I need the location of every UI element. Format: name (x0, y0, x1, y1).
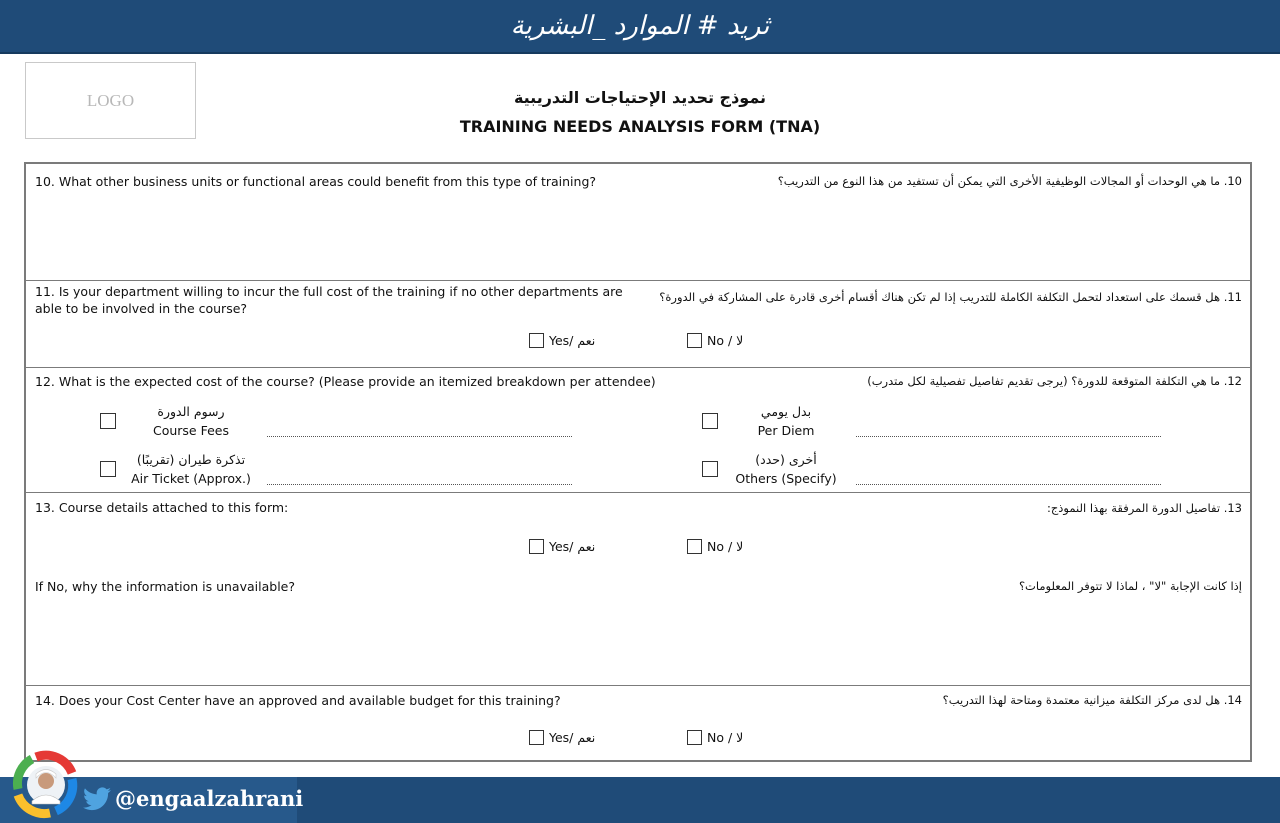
question-13-section (26, 493, 1250, 686)
q10-text-ar: 10. ما هي الوحدات أو المجالات الوظيفية الأخرى التي يمكن أن تستفيد من هذا النوع من التدريب؟ (777, 174, 1242, 188)
air-ticket-amount-line[interactable] (267, 484, 572, 485)
q11-no-box[interactable] (687, 333, 702, 348)
others-amount-line[interactable] (856, 484, 1161, 485)
twitter-handle[interactable] (83, 786, 303, 811)
q14-text-en: 14. Does your Cost Center have an approved and available budget for this training? (35, 693, 561, 708)
q13-no-checkbox[interactable] (687, 539, 743, 554)
q14-text-ar: 14. هل لدى مركز التكلفة ميزانية معتمدة ومتاحة لهذا التدريب؟ (942, 693, 1242, 707)
footer-bar (0, 777, 1280, 823)
others-checkbox[interactable] (702, 461, 718, 477)
per-diem-amount-line[interactable] (856, 436, 1161, 437)
air-ticket-label-ar: تذكرة طيران (تقريبًا) (136, 452, 246, 467)
q11-no-label: No / لا (707, 333, 744, 348)
per-diem-label-ar: بدل يومي (760, 404, 812, 419)
others-label-ar: أخرى (حدد) (755, 452, 817, 467)
q13-followup-ar: إذا كانت الإجابة "لا" ، لماذا لا تتوفر المعلومات؟ (1018, 579, 1242, 593)
course-fees-amount-line[interactable] (267, 436, 572, 437)
q14-no-checkbox[interactable] (687, 730, 743, 745)
course-fees-checkbox[interactable] (100, 413, 116, 429)
banner-title: ثريد # الموارد _البشرية (510, 11, 770, 41)
question-12-section (26, 368, 1250, 493)
q13-text-ar: 13. تفاصيل الدورة المرفقة بهذا النموذج: (1047, 501, 1242, 515)
air-ticket-checkbox[interactable] (100, 461, 116, 477)
per-diem-checkbox[interactable] (702, 413, 718, 429)
twitter-bird-icon (83, 787, 111, 811)
air-ticket-label (126, 450, 256, 488)
logo-placeholder: LOGO (25, 62, 196, 139)
q14-yes-label: Yes/ نعم (549, 730, 596, 745)
q13-yes-box[interactable] (529, 539, 544, 554)
q13-explanation-area[interactable] (26, 601, 1250, 681)
top-banner (0, 0, 1280, 54)
q12-text-ar: 12. ما هي التكلفة المتوقعة للدورة؟ (يرجى تقديم تفاصيل تفصيلية لكل متدرب) (867, 374, 1242, 388)
q11-no-checkbox[interactable] (687, 333, 743, 348)
q10-answer-area[interactable] (26, 196, 1250, 276)
others-label (726, 450, 846, 488)
per-diem-label (741, 402, 831, 440)
course-fees-label (146, 402, 236, 440)
q13-followup-en: If No, why the information is unavailable? (35, 579, 295, 594)
question-10-section (26, 164, 1250, 281)
q10-text-en: 10. What other business units or functional areas could benefit from this type of training? (35, 174, 597, 189)
per-diem-label-en: Per Diem (757, 423, 815, 438)
q12-text-en: 12. What is the expected cost of the course? (Please provide an itemized breakdown per attendee) (35, 374, 656, 389)
others-label-en: Others (Specify) (735, 471, 837, 486)
q13-text-en: 13. Course details attached to this form: (35, 500, 289, 515)
question-11-section (26, 281, 1250, 368)
q14-no-label: No / لا (707, 730, 744, 745)
q11-text-ar: 11. هل قسمك على استعداد لتحمل التكلفة الكاملة للتدريب إذا لم تكن هناك أقسام أخرى قادرة على المشاركة في الدورة؟ (659, 290, 1242, 304)
author-avatar-icon (8, 745, 84, 821)
air-ticket-label-en: Air Ticket (Approx.) (131, 471, 251, 486)
q11-text-en: 11. Is your department willing to incur the full cost of the training if no other departments are able to be involved in the course? (35, 284, 623, 316)
q14-no-box[interactable] (687, 730, 702, 745)
q14-yes-checkbox[interactable] (529, 730, 595, 745)
q11-yes-label: Yes/ نعم (549, 333, 596, 348)
q11-yes-box[interactable] (529, 333, 544, 348)
q13-no-label: No / لا (707, 539, 744, 554)
form-title-arabic: نموذج تحديد الإحتياجات التدريبية (513, 88, 767, 107)
q13-yes-checkbox[interactable] (529, 539, 595, 554)
course-fees-label-ar: رسوم الدورة (157, 404, 225, 419)
form-title-english: TRAINING NEEDS ANALYSIS FORM (TNA) (459, 117, 821, 136)
twitter-handle-text: @engaalzahrani (115, 786, 304, 811)
course-fees-label-en: Course Fees (152, 423, 229, 438)
q14-yes-box[interactable] (529, 730, 544, 745)
q13-no-box[interactable] (687, 539, 702, 554)
question-14-section (26, 686, 1250, 760)
q13-yes-label: Yes/ نعم (549, 539, 596, 554)
q11-yes-checkbox[interactable] (529, 333, 595, 348)
tna-form (24, 162, 1252, 762)
